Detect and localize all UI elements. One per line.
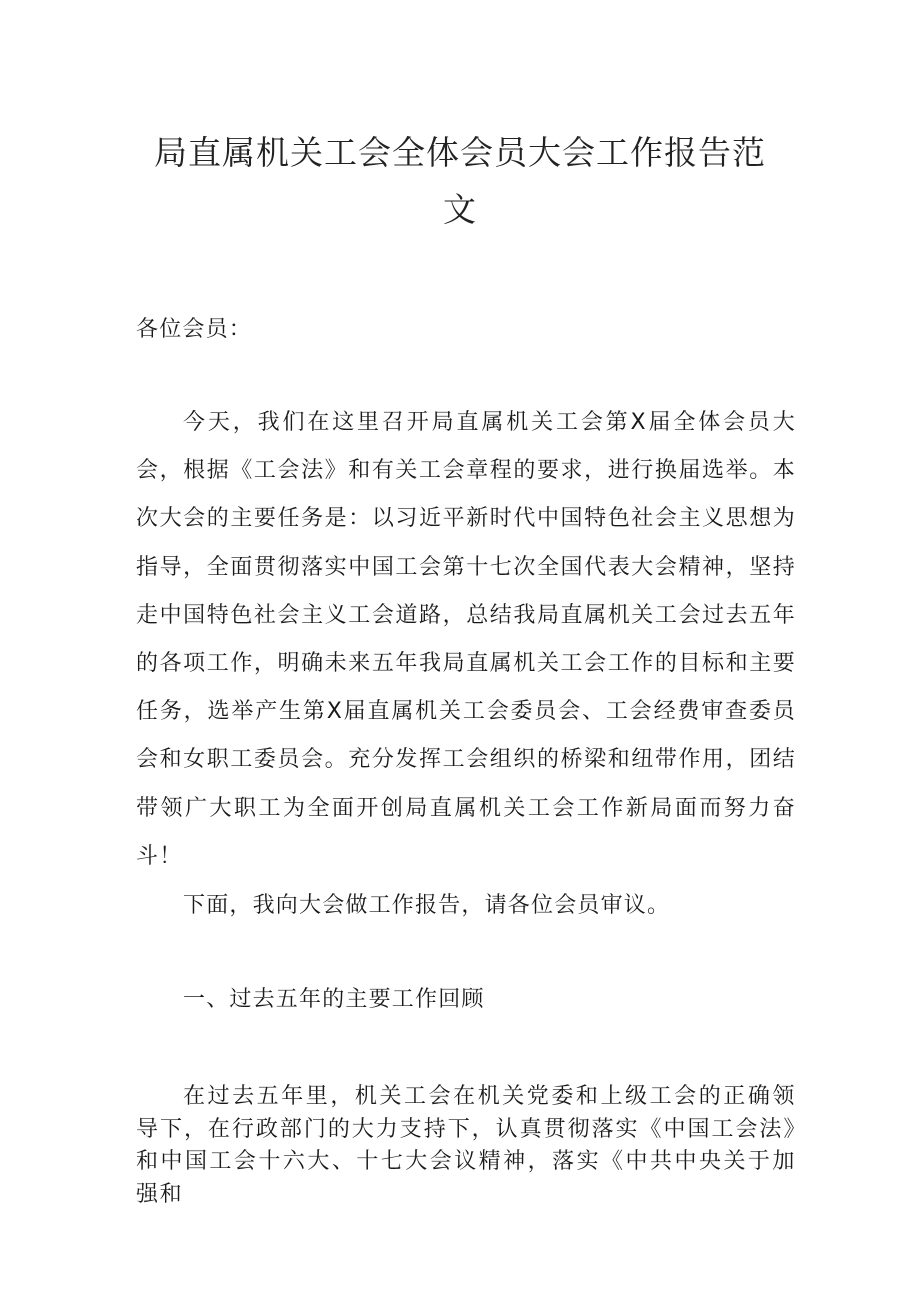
paragraph-review: 在过去五年里，机关工会在机关党委和上级工会的正确领导下，在行政部门的大力支持下，认真贯彻落实《中国工会法》和中国工会十六大、十七大会议精神，落实《中共中央关于加强和 xyxy=(136,1084,796,1207)
section-heading: 一、过去五年的主要工作回顾 xyxy=(183,987,485,1012)
paragraph-intro: 今天，我们在这里召开局直属机关工会第X届全体会员大会，根据《工会法》和有关工会章程的要求，进行换届选举。本次大会的主要任务是：以习近平新时代中国特色社会主义思想为指导，全面贯彻落实中国工会第十七次全国代表大会精神，坚持走中国特色社会主义工会道路，总结我局直属机关工会过去五年的各项工作，明确未来五年我局直属机关工会工作的目标和主要任务，选举产生第X届直属机关工会委员会、工会经费审查委员会和女职工委员会。充分发挥工会组织的桥梁和纽带作用，团结带领广大职工为全面开创局直属机关工会工作新局面而努力奋斗！ xyxy=(136,410,796,869)
paragraph-report: 下面，我向大会做工作报告，请各位会员审议。 xyxy=(183,893,671,918)
salutation: 各位会员： xyxy=(136,317,253,342)
document-title: 局直属机关工会全体会员大会工作报告范文 xyxy=(154,133,766,229)
